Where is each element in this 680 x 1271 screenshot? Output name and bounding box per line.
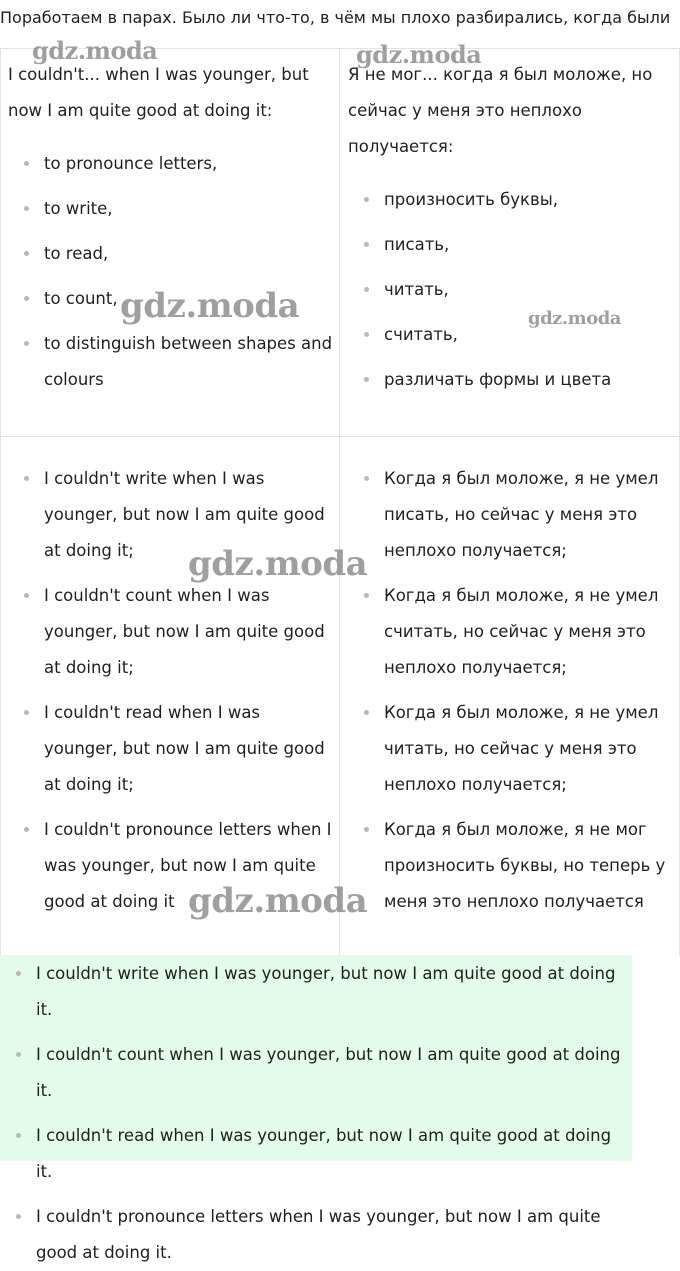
summary-list (0, 955, 632, 1271)
table-divider-horizontal (0, 436, 680, 437)
list-item: Когда я был моложе, я не умел писать, но сейчас у меня это неплохо получается; (348, 461, 674, 569)
watermark-logo: gdz.moda (528, 308, 621, 329)
list-item: to count, (8, 281, 334, 317)
cell-english-sentences (8, 461, 334, 929)
cell-russian-vocabulary (348, 57, 674, 407)
list-item: I couldn't pronounce letters when I was younger, but now I am quite good at doing it. (0, 1199, 632, 1271)
list-item: I couldn't pronounce letters when I was younger, but now I am quite good at doing it (8, 812, 334, 920)
list-item: to distinguish between shapes and colours (8, 326, 334, 398)
list-item: to read, (8, 236, 334, 272)
list-item: I couldn't read when I was younger, but now I am quite good at doing it. (0, 1118, 632, 1190)
cell-english-vocabulary (8, 57, 334, 407)
russian-sentence-list (348, 461, 674, 920)
cell-russian-sentences (348, 461, 674, 929)
list-item: to pronounce letters, (8, 146, 334, 182)
list-item: читать, (348, 272, 674, 308)
list-item: Когда я был моложе, я не умел читать, но сейчас у меня это неплохо получается; (348, 695, 674, 803)
list-item: считать, (348, 317, 674, 353)
list-item: I couldn't write when I was younger, but now I am quite good at doing it; (8, 461, 334, 569)
list-item: произносить буквы, (348, 182, 674, 218)
russian-phrase-list (348, 182, 674, 398)
english-phrase-list (8, 146, 334, 398)
list-item: писать, (348, 227, 674, 263)
watermark-logo: gdz.moda (356, 40, 482, 69)
list-item: I couldn't read when I was younger, but now I am quite good at doing it; (8, 695, 334, 803)
list-item: Когда я был моложе, я не умел считать, но сейчас у меня это неплохо получается; (348, 578, 674, 686)
russian-heading: Я не мог... когда я был моложе, но сейчас у меня это неплохо получается: (348, 65, 653, 156)
list-item: Когда я был моложе, я не мог произносить буквы, но теперь у меня это неплохо получается (348, 812, 674, 920)
list-item: I couldn't count when I was younger, but now I am quite good at doing it; (8, 578, 334, 686)
watermark-logo: gdz.moda (32, 36, 158, 65)
answer-summary (0, 955, 632, 1262)
list-item: I couldn't count when I was younger, but now I am quite good at doing it. (0, 1037, 632, 1109)
list-item: I couldn't write when I was younger, but now I am quite good at doing it. (0, 956, 632, 1028)
list-item: различать формы и цвета (348, 362, 674, 398)
intro-text: Поработаем в парах. Было ли что-то, в чём мы плохо разбирались, когда были (0, 8, 671, 27)
watermark-logo: gdz.moda (120, 286, 300, 326)
watermark-logo: gdz.moda (188, 881, 368, 921)
english-sentence-list (8, 461, 334, 920)
watermark-logo: gdz.moda (188, 544, 368, 584)
table-divider-vertical (339, 48, 340, 956)
list-item: to write, (8, 191, 334, 227)
english-heading: I couldn't... when I was younger, but now I am quite good at doing it: (8, 65, 309, 120)
